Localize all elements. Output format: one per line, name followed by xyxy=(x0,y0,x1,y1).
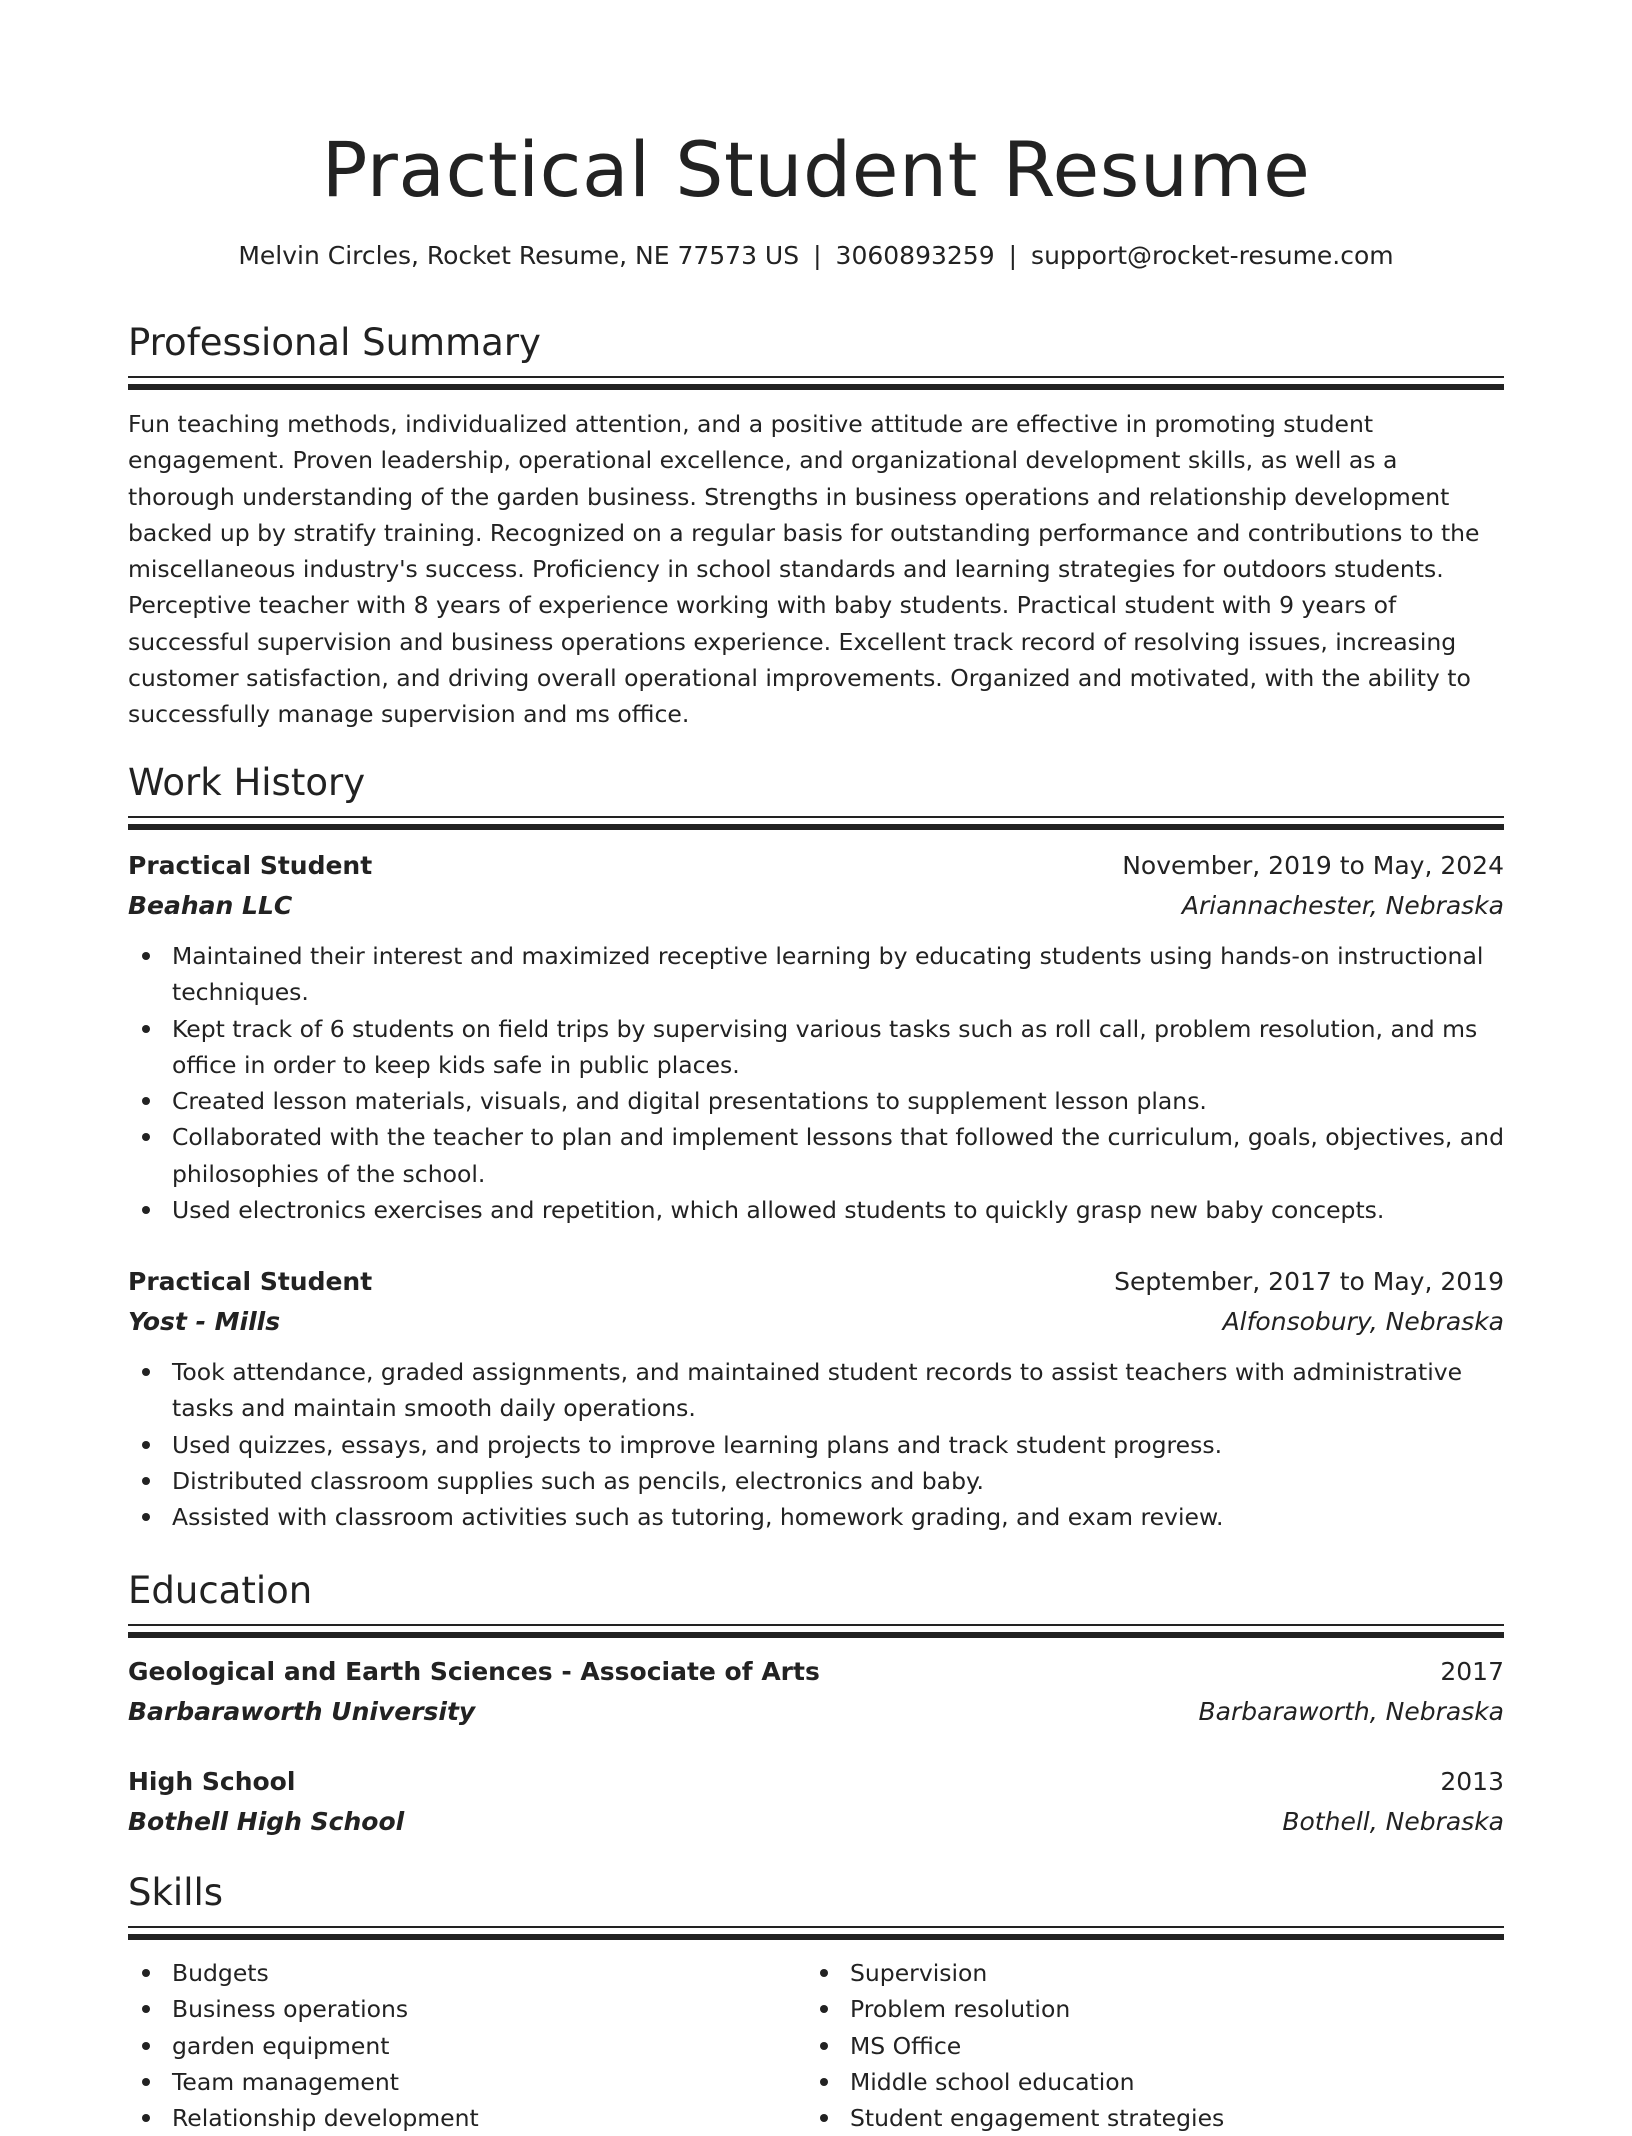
skills-column-left xyxy=(128,1955,788,2136)
section-title-work: Work History xyxy=(128,761,366,804)
list-item xyxy=(128,1463,1504,1499)
education-degree: Geological and Earth Sciences - Associate of Arts xyxy=(128,1657,820,1686)
job-company: Yost - Mills xyxy=(128,1307,281,1336)
job-dates: November, 2019 to May, 2024 xyxy=(1122,851,1504,880)
section-header-education xyxy=(128,1566,1504,1638)
bullet-icon xyxy=(142,1097,150,1105)
bullet-text: Created lesson materials, visuals, and digital presentations to supplement lesson plans. xyxy=(172,1087,1207,1116)
bullet-text: Took attendance, graded assignments, and maintained student records to assist teachers with administrative tasks and maintain smooth daily operations. xyxy=(172,1358,1463,1423)
bullet-icon xyxy=(142,1206,150,1214)
skill-text: Problem resolution xyxy=(850,1995,1071,2024)
skill-text: MS Office xyxy=(850,2031,962,2060)
list-item xyxy=(806,2100,1466,2136)
education-location: Barbaraworth, Nebraska xyxy=(1198,1697,1504,1726)
list-item xyxy=(128,1011,1504,1084)
bullet-icon xyxy=(142,2078,150,2086)
section-header-skills xyxy=(128,1868,1504,1940)
bullet-icon xyxy=(142,2042,150,2050)
bullet-icon xyxy=(820,1969,828,1977)
skill-text: Business operations xyxy=(172,1995,409,2024)
education-degree: High School xyxy=(128,1767,296,1796)
contact-line xyxy=(128,236,1504,276)
bullet-icon xyxy=(142,1513,150,1521)
bullet-text: Distributed classroom supplies such as pencils, electronics and baby. xyxy=(172,1466,985,1495)
bullet-icon xyxy=(142,2005,150,2013)
bullet-text: Assisted with classroom activities such as tutoring, homework grading, and exam review. xyxy=(172,1503,1224,1532)
list-item xyxy=(128,938,1504,1011)
job-dates: September, 2017 to May, 2019 xyxy=(1114,1267,1504,1296)
education-school: Bothell High School xyxy=(128,1807,405,1836)
list-item xyxy=(128,1499,1504,1535)
job-bullets xyxy=(128,1354,1504,1535)
bullet-icon xyxy=(142,1133,150,1141)
contact-phone: 3060893259 xyxy=(835,241,995,270)
skill-text: Supervision xyxy=(850,1959,988,1987)
bullet-icon xyxy=(142,1025,150,1033)
contact-separator: | xyxy=(813,241,822,270)
job-title: Practical Student xyxy=(128,851,373,880)
list-item xyxy=(128,1955,788,1991)
bullet-text: Used quizzes, essays, and projects to improve learning plans and track student progress. xyxy=(172,1430,1223,1459)
bullet-icon xyxy=(142,2114,150,2122)
section-header-work xyxy=(128,758,1504,830)
bullet-icon xyxy=(142,1441,150,1449)
job-location: Alfonsobury, Nebraska xyxy=(1222,1307,1504,1336)
section-divider xyxy=(128,1926,1504,1928)
section-divider xyxy=(128,1632,1504,1638)
section-header-summary xyxy=(128,318,1504,390)
section-divider xyxy=(128,1624,1504,1626)
section-title-skills: Skills xyxy=(128,1871,224,1914)
job-company: Beahan LLC xyxy=(128,891,293,920)
section-divider xyxy=(128,816,1504,818)
bullet-text: Maintained their interest and maximized receptive learning by educating students using hands-on instructional techniques. xyxy=(172,942,1484,1007)
section-title-summary: Professional Summary xyxy=(128,321,541,364)
bullet-icon xyxy=(142,1368,150,1376)
list-item xyxy=(128,1192,1504,1228)
section-divider xyxy=(128,1934,1504,1940)
contact-email: support@rocket-resume.com xyxy=(1031,241,1394,270)
list-item xyxy=(806,2064,1466,2100)
bullet-icon xyxy=(142,952,150,960)
job-location: Ariannachester, Nebraska xyxy=(1181,891,1504,920)
contact-separator: | xyxy=(1008,241,1018,270)
skill-text: Budgets xyxy=(172,1959,269,1987)
list-item xyxy=(128,2100,788,2136)
education-location: Bothell, Nebraska xyxy=(1282,1807,1504,1836)
list-item xyxy=(128,1354,1504,1427)
skill-text: Relationship development xyxy=(172,2104,479,2133)
list-item xyxy=(128,2064,788,2100)
section-title-education: Education xyxy=(128,1569,313,1612)
list-item xyxy=(806,1991,1466,2027)
contact-address: Melvin Circles, Rocket Resume, NE 77573 US xyxy=(238,241,800,270)
skill-text: garden equipment xyxy=(172,2031,390,2060)
job-entry xyxy=(128,1262,1504,1535)
list-item xyxy=(806,2028,1466,2064)
bullet-icon xyxy=(820,2005,828,2013)
list-item xyxy=(806,1955,1466,1991)
list-item xyxy=(128,1991,788,2027)
list-item xyxy=(128,1427,1504,1463)
skill-text: Student engagement strategies xyxy=(850,2104,1225,2133)
skills-column-right xyxy=(806,1955,1466,2136)
list-item xyxy=(128,1119,1504,1192)
bullet-text: Collaborated with the teacher to plan and implement lessons that followed the curriculum, goals, objectives, and philosophies of the school. xyxy=(172,1123,1504,1188)
bullet-icon xyxy=(142,1969,150,1977)
section-divider xyxy=(128,376,1504,378)
bullet-icon xyxy=(820,2042,828,2050)
resume-title: Practical Student Resume xyxy=(321,125,1311,214)
education-entry xyxy=(128,1652,1504,1732)
list-item xyxy=(128,2028,788,2064)
summary-text: Fun teaching methods, individualized attention, and a positive attitude are effective in promoting student engagement. Proven leadership, operational excellence, and organizational development skills, as well as a thorough understanding of the garden business. Strengths in business operations and relationship development backed up by stratify training. Recognized on a regular basis for outstanding performance and contributions to the miscellaneous industry's success. Proficiency in school standards and learning strategies for outdoors students. Perceptive teacher with 8 years of experience working with baby students. Practical student with 9 years of successful supervision and business operations experience. Excellent track record of resolving issues, increasing customer satisfaction, and driving overall operational improvements. Organized and motivated, with the ability to successfully manage supervision and ms office. xyxy=(128,410,1480,729)
job-bullets xyxy=(128,938,1504,1228)
skill-text: Team management xyxy=(172,2067,400,2096)
education-entry xyxy=(128,1762,1504,1842)
education-school: Barbaraworth University xyxy=(128,1697,476,1726)
bullet-text: Kept track of 6 students on field trips by supervising various tasks such as roll call, problem resolution, and ms office in order to keep kids safe in public places. xyxy=(172,1014,1478,1079)
list-item xyxy=(128,1083,1504,1119)
skill-text: Middle school education xyxy=(850,2067,1135,2096)
bullet-icon xyxy=(820,2078,828,2086)
section-divider xyxy=(128,824,1504,830)
bullet-icon xyxy=(142,1477,150,1485)
education-year: 2017 xyxy=(1440,1657,1504,1686)
job-title: Practical Student xyxy=(128,1267,373,1296)
bullet-icon xyxy=(820,2114,828,2122)
job-entry xyxy=(128,846,1504,1228)
bullet-text: Used electronics exercises and repetition, which allowed students to quickly grasp new baby concepts. xyxy=(172,1196,1385,1225)
section-divider xyxy=(128,384,1504,390)
education-year: 2013 xyxy=(1440,1767,1504,1796)
